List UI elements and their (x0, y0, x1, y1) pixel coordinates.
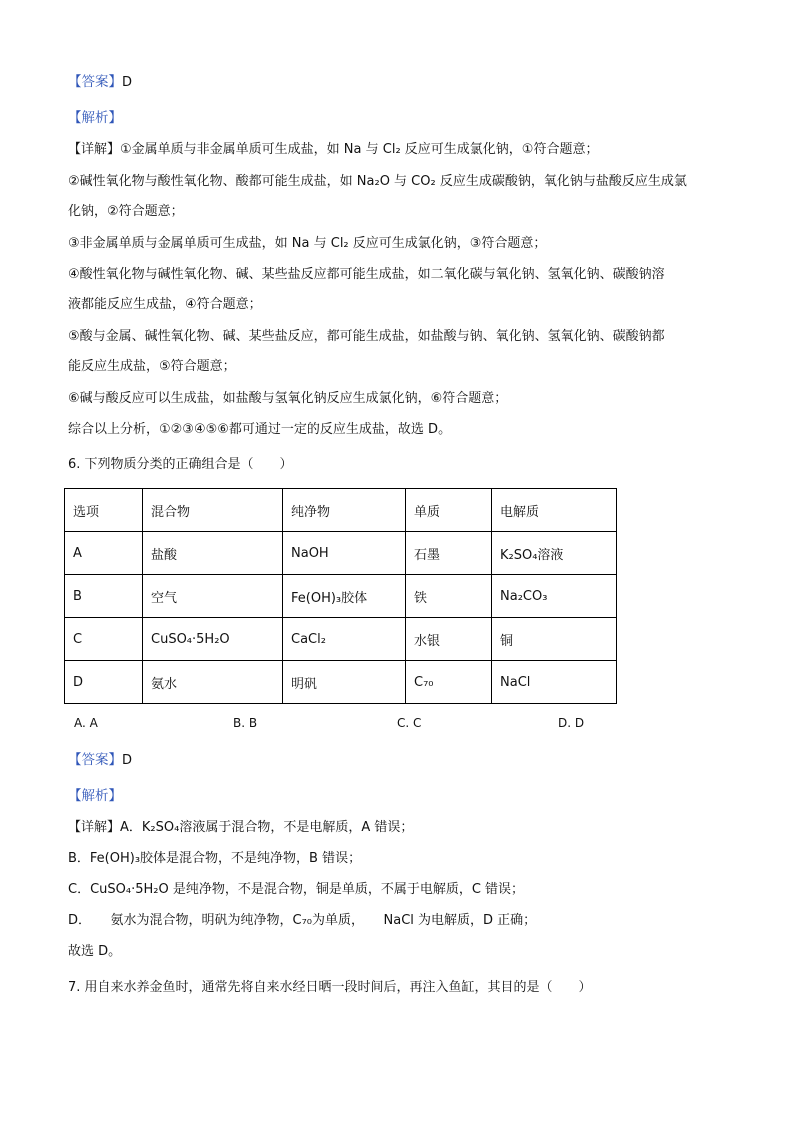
table-header-cell: 选项 (65, 489, 143, 532)
table-row (65, 618, 617, 661)
detail-line: 液都能反应生成盐，④符合题意； (68, 297, 262, 312)
analysis-heading-1 (68, 108, 122, 128)
table-cell: CuSO₄·5H₂O (143, 618, 283, 661)
detail-label: 【详解】 (68, 142, 121, 157)
table-cell: K₂SO₄溶液 (492, 532, 617, 575)
table-cell: CaCl₂ (283, 618, 406, 661)
answer-value: D (122, 75, 133, 90)
analysis-heading-2 (68, 786, 122, 806)
detail-line: D． 氨水为混合物，明矾为纯净物，C₇₀为单质， NaCl 为电解质，D 正确； (68, 913, 537, 928)
table-header-cell: 单质 (406, 489, 492, 532)
table-cell: C (65, 618, 143, 661)
answer-value: D (122, 753, 133, 768)
table-cell: 铁 (406, 575, 492, 618)
table-cell: 空气 (143, 575, 283, 618)
detail-line: 化钠，②符合题意； (68, 204, 184, 219)
answer-line-1 (68, 72, 132, 93)
option-a: A. A (74, 716, 98, 730)
answer-label: 【答案】 (68, 74, 122, 90)
detail-line: ⑤酸与金属、碱性氧化物、碱、某些盐反应，都可能生成盐，如盐酸与钠、氧化钠、氢氧化钠、碳酸钠都 (68, 329, 665, 344)
detail-line: 综合以上分析，①②③④⑤⑥都可通过一定的反应生成盐，故选 D。 (68, 422, 452, 437)
table-cell: Fe(OH)₃胶体 (283, 575, 406, 618)
detail-line (68, 818, 413, 838)
classification-table (64, 488, 617, 704)
table-cell: D (65, 661, 143, 704)
option-b: B. B (233, 716, 258, 730)
detail-line: B．Fe(OH)₃胶体是混合物，不是纯净物，B 错误； (68, 851, 362, 866)
option-c: C. C (397, 716, 422, 730)
detail-line (68, 140, 598, 160)
table-row (65, 661, 617, 704)
detail-line: 能反应生成盐，⑤符合题意； (68, 359, 236, 374)
table-cell: 石墨 (406, 532, 492, 575)
table-cell: 盐酸 (143, 532, 283, 575)
analysis-label: 【解析】 (68, 788, 122, 804)
table-cell: B (65, 575, 143, 618)
detail-text: ①金属单质与非金属单质可生成盐，如 Na 与 Cl₂ 反应可生成氯化钠，①符合题意； (120, 142, 599, 157)
table-row (65, 532, 617, 575)
detail-line: ⑥碱与酸反应可以生成盐，如盐酸与氢氧化钠反应生成氯化钠，⑥符合题意； (68, 391, 508, 406)
table-header-cell: 电解质 (492, 489, 617, 532)
detail-line: C．CuSO₄·5H₂O 是纯净物，不是混合物，铜是单质，不属于电解质，C 错误； (68, 882, 525, 897)
question-6: 6. 下列物质分类的正确组合是（ ） (68, 457, 293, 472)
table-cell: 铜 (492, 618, 617, 661)
table-cell: C₇₀ (406, 661, 492, 704)
table-header-cell: 纯净物 (283, 489, 406, 532)
question-7: 7. 用自来水养金鱼时，通常先将自来水经日晒一段时间后，再注入鱼缸，其目的是（ ） (68, 980, 592, 995)
detail-label: 【详解】 (68, 820, 121, 835)
answer-line-2 (68, 750, 132, 771)
table-header-cell: 混合物 (143, 489, 283, 532)
table-cell: NaOH (283, 532, 406, 575)
answer-label: 【答案】 (68, 752, 122, 768)
table-cell: 明矾 (283, 661, 406, 704)
table-row (65, 575, 617, 618)
option-d: D. D (558, 716, 585, 730)
detail-line: ④酸性氧化物与碱性氧化物、碱、某些盐反应都可能生成盐，如二氧化碳与氧化钠、氢氧化钠、碳酸钠溶 (68, 267, 665, 282)
detail-line: 故选 D。 (68, 944, 122, 959)
table-cell: A (65, 532, 143, 575)
detail-line: ③非金属单质与金属单质可生成盐，如 Na 与 Cl₂ 反应可生成氯化钠，③符合题意； (68, 236, 547, 251)
detail-text: A．K₂SO₄溶液属于混合物，不是电解质，A 错误； (120, 820, 414, 835)
table-cell: NaCl (492, 661, 617, 704)
table-header-row (65, 489, 617, 532)
analysis-label: 【解析】 (68, 110, 122, 126)
detail-line: ②碱性氧化物与酸性氧化物、酸都可能生成盐，如 Na₂O 与 CO₂ 反应生成碳酸钠，氧化钠与盐酸反应生成氯 (68, 174, 687, 189)
table-cell: 水银 (406, 618, 492, 661)
table-cell: 氨水 (143, 661, 283, 704)
table-cell: Na₂CO₃ (492, 575, 617, 618)
